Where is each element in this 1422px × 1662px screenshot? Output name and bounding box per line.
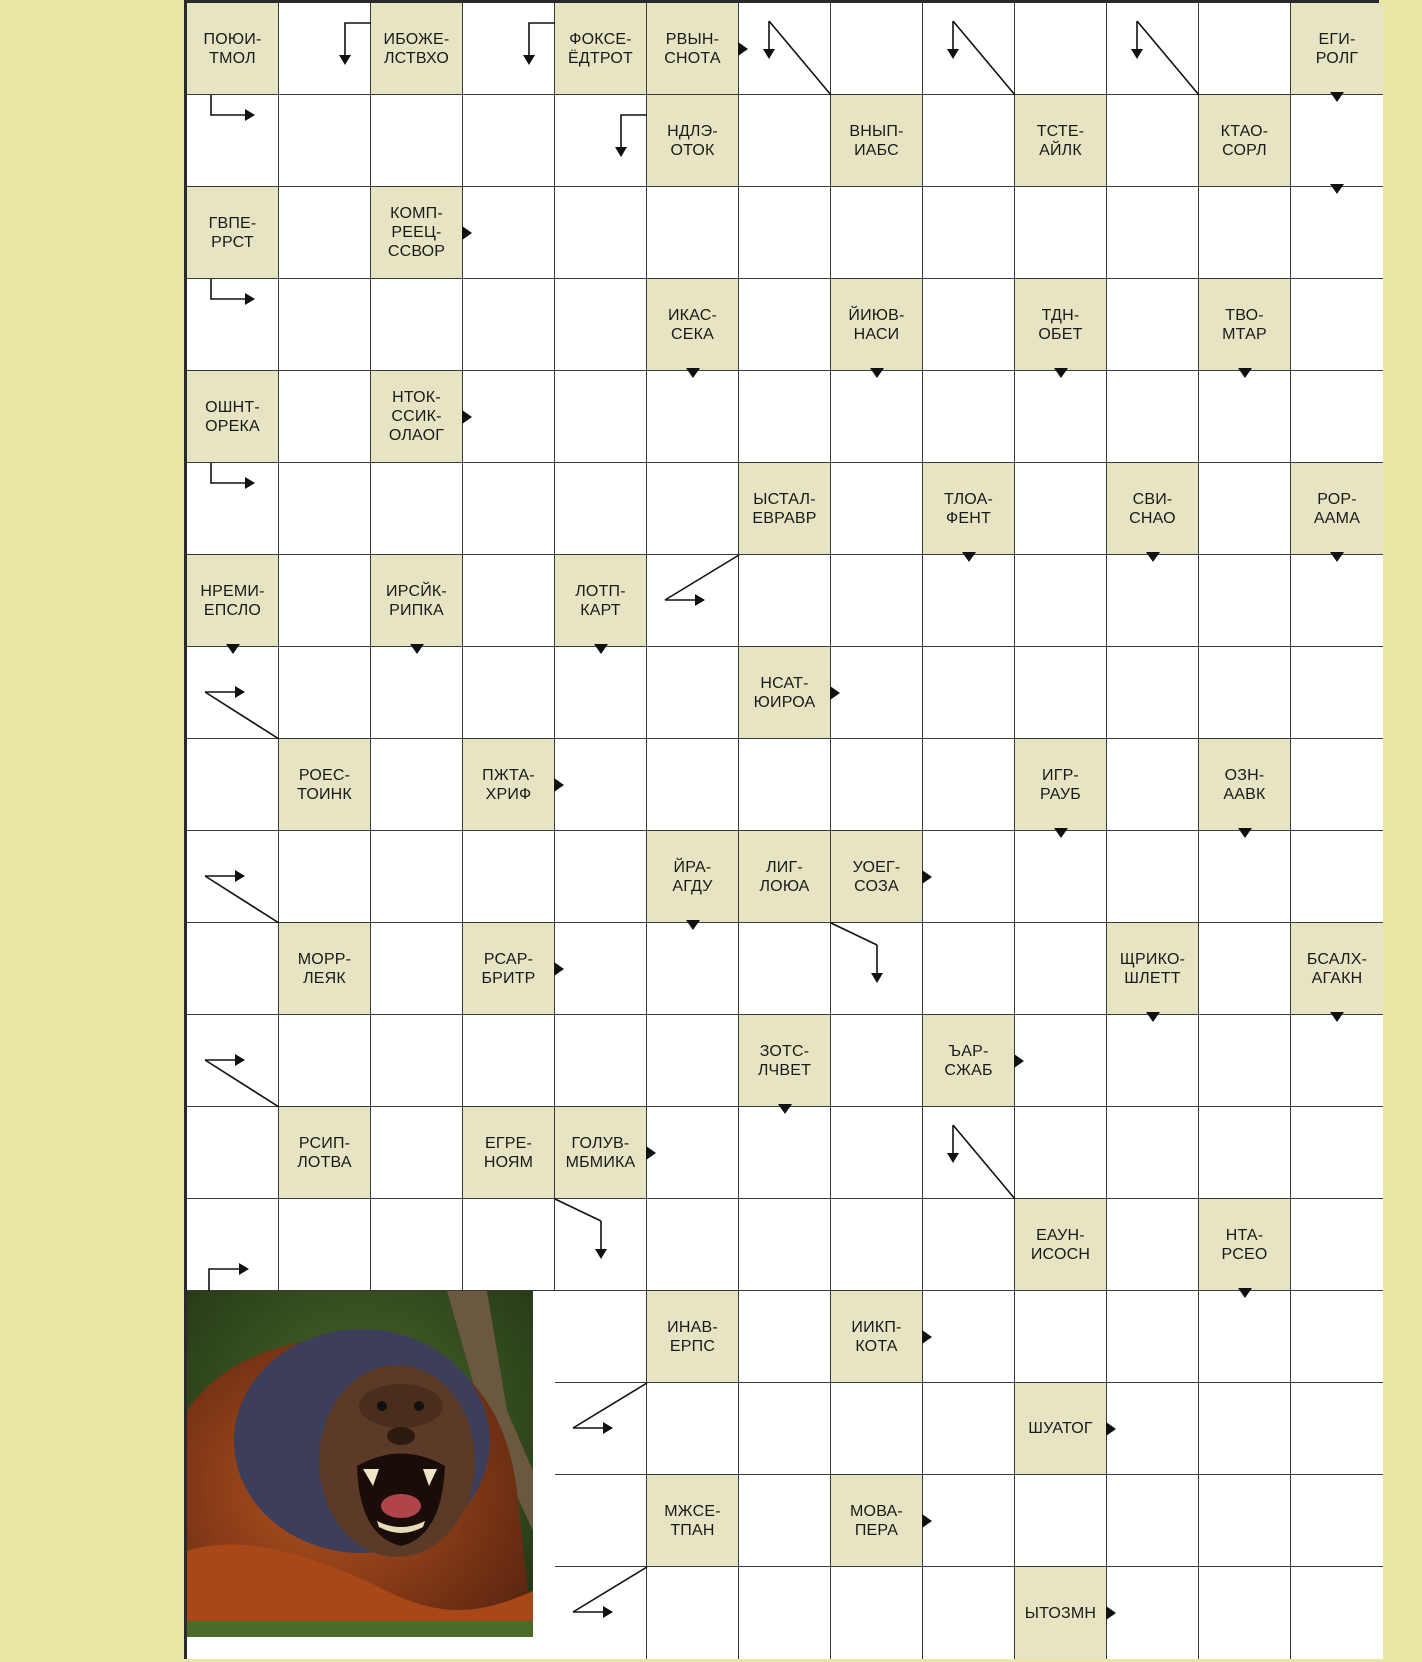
clue-cell — [279, 739, 371, 831]
answer-cell[interactable] — [831, 463, 923, 555]
answer-cell[interactable] — [555, 1291, 647, 1383]
answer-cell[interactable] — [647, 1567, 739, 1659]
answer-cell[interactable] — [555, 1199, 647, 1291]
answer-cell[interactable] — [923, 923, 1015, 1015]
answer-cell[interactable] — [187, 1199, 279, 1291]
answer-cell[interactable] — [831, 1015, 923, 1107]
clue-cell — [463, 1107, 555, 1199]
answer-cell[interactable] — [739, 1199, 831, 1291]
clue-text: ЗОТС- ЛЧВЕТ — [757, 1042, 812, 1079]
answer-cell[interactable] — [923, 187, 1015, 279]
answer-cell[interactable] — [647, 739, 739, 831]
clue-cell — [1107, 923, 1199, 1015]
clue-cell — [463, 923, 555, 1015]
answer-cell[interactable] — [1107, 739, 1199, 831]
clue-text: ИНАВ- ЕРПС — [667, 1318, 718, 1355]
answer-cell[interactable] — [463, 1199, 555, 1291]
clue-cell — [923, 1015, 1015, 1107]
answer-cell[interactable] — [1015, 371, 1107, 463]
answer-cell[interactable] — [739, 1475, 831, 1567]
answer-cell[interactable] — [371, 1199, 463, 1291]
clue-cell — [647, 279, 739, 371]
clue-cell — [1199, 1199, 1291, 1291]
answer-cell[interactable] — [187, 647, 279, 739]
answer-cell[interactable] — [187, 923, 279, 1015]
answer-cell[interactable] — [463, 279, 555, 371]
answer-cell[interactable] — [831, 371, 923, 463]
answer-cell[interactable] — [1015, 647, 1107, 739]
answer-cell[interactable] — [1107, 371, 1199, 463]
answer-cell[interactable] — [923, 279, 1015, 371]
clue-text: ФОКСЕ- ЁДТРОТ — [567, 30, 634, 67]
clue-cell — [739, 1015, 831, 1107]
clue-cell — [831, 831, 923, 923]
answer-cell[interactable] — [739, 371, 831, 463]
answer-cell[interactable] — [923, 1475, 1015, 1567]
answer-cell[interactable] — [555, 923, 647, 1015]
clue-text: ЕГРЕ- НОЯМ — [483, 1134, 534, 1171]
answer-cell[interactable] — [647, 1107, 739, 1199]
answer-cell[interactable] — [555, 371, 647, 463]
clue-cell — [463, 739, 555, 831]
answer-cell[interactable] — [279, 463, 371, 555]
answer-cell[interactable] — [1107, 1567, 1199, 1659]
clue-cell — [1199, 279, 1291, 371]
clue-cell — [1015, 739, 1107, 831]
answer-cell[interactable] — [1015, 555, 1107, 647]
answer-cell[interactable] — [463, 831, 555, 923]
clue-cell — [1015, 1199, 1107, 1291]
clue-text: ЙИЮВ- НАСИ — [848, 306, 905, 343]
clue-text: МЖСЕ- ТПАН — [664, 1502, 721, 1539]
answer-cell[interactable] — [1199, 187, 1291, 279]
answer-cell[interactable] — [279, 371, 371, 463]
clue-cell — [371, 371, 463, 463]
answer-cell[interactable] — [923, 831, 1015, 923]
answer-cell[interactable] — [555, 1015, 647, 1107]
clue-cell — [1199, 95, 1291, 187]
answer-cell[interactable] — [1107, 3, 1199, 95]
clue-text: ОЗН- ААВК — [1223, 766, 1266, 803]
answer-cell[interactable] — [279, 95, 371, 187]
answer-cell[interactable] — [371, 739, 463, 831]
clue-cell — [739, 647, 831, 739]
answer-cell[interactable] — [1107, 1107, 1199, 1199]
clue-text: ЪАР- СЖАБ — [944, 1042, 993, 1079]
clue-cell — [1015, 95, 1107, 187]
clue-cell — [647, 3, 739, 95]
clue-text: ИРСЙК- РИПКА — [386, 582, 447, 619]
clue-text: ЫТОЗМН — [1024, 1604, 1097, 1622]
answer-cell[interactable] — [831, 3, 923, 95]
clue-text: МОВА- ПЕРА — [850, 1502, 903, 1539]
clue-cell — [647, 831, 739, 923]
answer-cell[interactable] — [187, 463, 279, 555]
answer-cell[interactable] — [647, 463, 739, 555]
answer-cell[interactable] — [371, 95, 463, 187]
answer-cell[interactable] — [1107, 1475, 1199, 1567]
answer-cell[interactable] — [1199, 463, 1291, 555]
answer-cell[interactable] — [1199, 831, 1291, 923]
answer-cell[interactable] — [463, 371, 555, 463]
clue-text: БСАЛХ- АГАКН — [1306, 950, 1368, 987]
answer-cell[interactable] — [923, 1107, 1015, 1199]
clue-cell — [739, 463, 831, 555]
answer-cell[interactable] — [923, 371, 1015, 463]
answer-cell[interactable] — [1015, 463, 1107, 555]
answer-cell[interactable] — [923, 739, 1015, 831]
answer-cell[interactable] — [1015, 1291, 1107, 1383]
clue-text: НСАТ- ЮИРОА — [753, 674, 816, 711]
answer-cell[interactable] — [1107, 1199, 1199, 1291]
answer-cell[interactable] — [1199, 1015, 1291, 1107]
answer-cell[interactable] — [463, 95, 555, 187]
answer-cell[interactable] — [1199, 1567, 1291, 1659]
orangutan-image — [187, 1291, 533, 1637]
clue-cell — [187, 3, 279, 95]
clue-cell — [279, 923, 371, 1015]
clue-cell — [1015, 1383, 1107, 1475]
clue-cell — [187, 187, 279, 279]
answer-cell[interactable] — [831, 1199, 923, 1291]
clue-text: ЩРИКО- ШЛЕТТ — [1119, 950, 1186, 987]
answer-cell[interactable] — [831, 647, 923, 739]
clue-cell — [647, 1475, 739, 1567]
answer-cell[interactable] — [1291, 187, 1383, 279]
answer-cell[interactable] — [1199, 555, 1291, 647]
answer-cell[interactable] — [1107, 831, 1199, 923]
answer-cell[interactable] — [831, 1383, 923, 1475]
clue-text: НТОК- ССИК- ОЛАОГ — [388, 389, 445, 444]
clue-text: ПОЮИ- ТМОЛ — [203, 30, 262, 67]
answer-cell[interactable] — [1291, 1015, 1383, 1107]
clue-text: ЛОТП- КАРТ — [575, 582, 626, 619]
clue-cell — [1291, 3, 1383, 95]
clue-text: ТВО- МТАР — [1222, 306, 1267, 343]
answer-cell[interactable] — [1107, 647, 1199, 739]
clue-cell — [831, 1475, 923, 1567]
answer-cell[interactable] — [1291, 739, 1383, 831]
answer-cell[interactable] — [647, 371, 739, 463]
answer-cell[interactable] — [1291, 647, 1383, 739]
answer-cell[interactable] — [187, 739, 279, 831]
answer-cell[interactable] — [1199, 1475, 1291, 1567]
answer-cell[interactable] — [1107, 279, 1199, 371]
answer-cell[interactable] — [831, 187, 923, 279]
clue-text: ГОЛУВ- МБМИКА — [565, 1134, 636, 1171]
answer-cell[interactable] — [187, 1107, 279, 1199]
clue-text: ЕАУН- ИСОСН — [1030, 1226, 1091, 1263]
answer-cell[interactable] — [1015, 1015, 1107, 1107]
clue-cell — [831, 95, 923, 187]
clue-cell — [1199, 739, 1291, 831]
answer-cell[interactable] — [923, 1199, 1015, 1291]
clue-cell — [371, 555, 463, 647]
clue-cell — [923, 463, 1015, 555]
answer-cell[interactable] — [555, 95, 647, 187]
answer-cell[interactable] — [463, 1015, 555, 1107]
answer-cell[interactable] — [1199, 1383, 1291, 1475]
clue-text: ЛИГ- ЛОЮА — [759, 858, 810, 895]
answer-cell[interactable] — [1107, 1015, 1199, 1107]
answer-cell[interactable] — [555, 187, 647, 279]
clue-text: КТАО- СОРЛ — [1220, 122, 1269, 159]
answer-cell[interactable] — [739, 1107, 831, 1199]
clue-text: ТДН- ОБЕТ — [1038, 306, 1083, 343]
clue-text: РОР- ААМА — [1313, 490, 1361, 527]
answer-cell[interactable] — [739, 739, 831, 831]
answer-cell[interactable] — [555, 831, 647, 923]
answer-cell[interactable] — [647, 187, 739, 279]
answer-cell[interactable] — [279, 831, 371, 923]
answer-cell[interactable] — [1107, 1291, 1199, 1383]
answer-cell[interactable] — [1291, 1107, 1383, 1199]
answer-cell[interactable] — [463, 555, 555, 647]
clue-cell — [1015, 1567, 1107, 1659]
answer-cell[interactable] — [831, 739, 923, 831]
clue-cell — [647, 1291, 739, 1383]
answer-cell[interactable] — [279, 187, 371, 279]
answer-cell[interactable] — [463, 3, 555, 95]
answer-cell[interactable] — [647, 1383, 739, 1475]
answer-cell[interactable] — [1291, 371, 1383, 463]
answer-cell[interactable] — [1199, 1291, 1291, 1383]
answer-cell[interactable] — [555, 647, 647, 739]
clue-text: УОЕГ- СОЗА — [852, 858, 901, 895]
answer-cell[interactable] — [739, 1291, 831, 1383]
answer-cell[interactable] — [923, 3, 1015, 95]
answer-cell[interactable] — [831, 1567, 923, 1659]
clue-text: НТА- РСЕО — [1221, 1226, 1268, 1263]
answer-cell[interactable] — [371, 831, 463, 923]
answer-cell[interactable] — [279, 3, 371, 95]
clue-text: РВЫН- СНОТА — [664, 30, 721, 67]
clue-cell — [555, 555, 647, 647]
clue-cell — [1291, 463, 1383, 555]
answer-cell[interactable] — [739, 1567, 831, 1659]
clue-text: ЕГИ- РОЛГ — [1315, 30, 1359, 67]
clue-cell — [555, 3, 647, 95]
answer-cell[interactable] — [739, 95, 831, 187]
clue-text: МОРР- ЛЕЯК — [297, 950, 352, 987]
clue-cell — [1291, 923, 1383, 1015]
answer-cell[interactable] — [1291, 279, 1383, 371]
answer-cell[interactable] — [1015, 1475, 1107, 1567]
answer-cell[interactable] — [1291, 1199, 1383, 1291]
answer-cell[interactable] — [1015, 3, 1107, 95]
answer-cell[interactable] — [279, 1199, 371, 1291]
answer-cell[interactable] — [187, 279, 279, 371]
clue-text: ВНЫП- ИАБС — [849, 122, 904, 159]
answer-cell[interactable] — [1015, 187, 1107, 279]
clue-cell — [187, 371, 279, 463]
answer-cell[interactable] — [463, 187, 555, 279]
answer-cell[interactable] — [555, 279, 647, 371]
answer-cell[interactable] — [1199, 1107, 1291, 1199]
clue-cell — [647, 95, 739, 187]
answer-cell[interactable] — [279, 1015, 371, 1107]
answer-cell[interactable] — [1199, 647, 1291, 739]
answer-cell[interactable] — [1199, 371, 1291, 463]
answer-cell[interactable] — [1107, 95, 1199, 187]
clue-text: ШУАТОГ — [1028, 1420, 1093, 1437]
answer-cell[interactable] — [1291, 1383, 1383, 1475]
clue-text: РСИП- ЛОТВА — [297, 1134, 352, 1171]
clue-cell — [1015, 279, 1107, 371]
answer-cell[interactable] — [647, 555, 739, 647]
answer-cell[interactable] — [1015, 923, 1107, 1015]
answer-cell[interactable] — [923, 95, 1015, 187]
answer-cell[interactable] — [1291, 831, 1383, 923]
answer-cell[interactable] — [739, 3, 831, 95]
clue-text: ОШНТ- ОРЕКА — [205, 398, 260, 435]
answer-cell[interactable] — [187, 95, 279, 187]
answer-cell[interactable] — [923, 1291, 1015, 1383]
answer-cell[interactable] — [831, 555, 923, 647]
clue-text: ИИКП- КОТА — [851, 1318, 902, 1355]
clue-cell — [555, 1107, 647, 1199]
answer-cell[interactable] — [1291, 1475, 1383, 1567]
answer-cell[interactable] — [371, 1015, 463, 1107]
answer-cell[interactable] — [463, 647, 555, 739]
answer-cell[interactable] — [1291, 1291, 1383, 1383]
answer-cell[interactable] — [279, 647, 371, 739]
answer-cell[interactable] — [739, 1383, 831, 1475]
answer-cell[interactable] — [371, 1107, 463, 1199]
answer-cell[interactable] — [831, 923, 923, 1015]
answer-cell[interactable] — [1015, 831, 1107, 923]
answer-cell[interactable] — [1199, 3, 1291, 95]
clue-text: ПЖТА- ХРИФ — [482, 766, 535, 803]
answer-cell[interactable] — [1199, 923, 1291, 1015]
clue-cell — [831, 279, 923, 371]
clue-cell — [371, 187, 463, 279]
answer-cell[interactable] — [1291, 1567, 1383, 1659]
clue-text: ГВПЕ- РРСТ — [208, 214, 257, 251]
clue-text: ИБОЖЕ- ЛСТВХО — [383, 30, 450, 67]
answer-cell[interactable] — [647, 923, 739, 1015]
answer-cell[interactable] — [739, 555, 831, 647]
answer-cell[interactable] — [555, 1567, 647, 1659]
clue-cell — [1107, 463, 1199, 555]
answer-cell[interactable] — [739, 279, 831, 371]
answer-cell[interactable] — [1291, 555, 1383, 647]
clue-text: СВИ- СНАО — [1129, 490, 1176, 527]
answer-cell[interactable] — [923, 1567, 1015, 1659]
clue-cell — [279, 1107, 371, 1199]
answer-cell[interactable] — [1015, 1107, 1107, 1199]
clue-text: ТСТЕ- АЙЛК — [1036, 122, 1085, 159]
answer-cell[interactable] — [739, 187, 831, 279]
clue-cell — [187, 555, 279, 647]
answer-cell[interactable] — [647, 1199, 739, 1291]
answer-cell[interactable] — [739, 923, 831, 1015]
answer-cell[interactable] — [371, 647, 463, 739]
answer-cell[interactable] — [831, 1107, 923, 1199]
answer-cell[interactable] — [923, 1383, 1015, 1475]
answer-cell[interactable] — [555, 463, 647, 555]
clue-text: ИКАС- СЕКА — [667, 306, 718, 343]
answer-cell[interactable] — [555, 739, 647, 831]
answer-cell[interactable] — [187, 1015, 279, 1107]
clue-text: РОЕС- ТОИНК — [297, 766, 352, 803]
answer-cell[interactable] — [1291, 95, 1383, 187]
scanword-grid — [184, 0, 1379, 1659]
clue-text: ЙРА- АГДУ — [672, 858, 713, 895]
clue-text: НРЕМИ- ЕПСЛО — [200, 582, 265, 619]
clue-text: НДЛЭ- ОТОК — [667, 122, 718, 159]
clue-cell — [831, 1291, 923, 1383]
clue-text: ТЛОА- ФЕНТ — [943, 490, 993, 527]
orangutan-photo — [187, 1291, 555, 1659]
answer-cell[interactable] — [187, 831, 279, 923]
answer-cell[interactable] — [463, 463, 555, 555]
answer-cell[interactable] — [371, 279, 463, 371]
answer-cell[interactable] — [1107, 1383, 1199, 1475]
answer-cell[interactable] — [279, 555, 371, 647]
answer-cell[interactable] — [1107, 555, 1199, 647]
answer-cell[interactable] — [647, 647, 739, 739]
answer-cell[interactable] — [923, 647, 1015, 739]
answer-cell[interactable] — [279, 279, 371, 371]
answer-cell[interactable] — [923, 555, 1015, 647]
clue-text: ЫСТАЛ- ЕВРАВР — [752, 490, 817, 527]
clue-text: ИГР- РАУБ — [1039, 766, 1082, 803]
clue-text: КОМП- РЕЕЦ- ССВОР — [387, 205, 446, 260]
answer-cell[interactable] — [555, 1475, 647, 1567]
clue-cell — [371, 3, 463, 95]
answer-cell[interactable] — [555, 1383, 647, 1475]
answer-cell[interactable] — [371, 923, 463, 1015]
clue-text: РСАР- БРИТР — [481, 950, 536, 987]
answer-cell[interactable] — [647, 1015, 739, 1107]
answer-cell[interactable] — [1107, 187, 1199, 279]
clue-cell — [739, 831, 831, 923]
answer-cell[interactable] — [371, 463, 463, 555]
